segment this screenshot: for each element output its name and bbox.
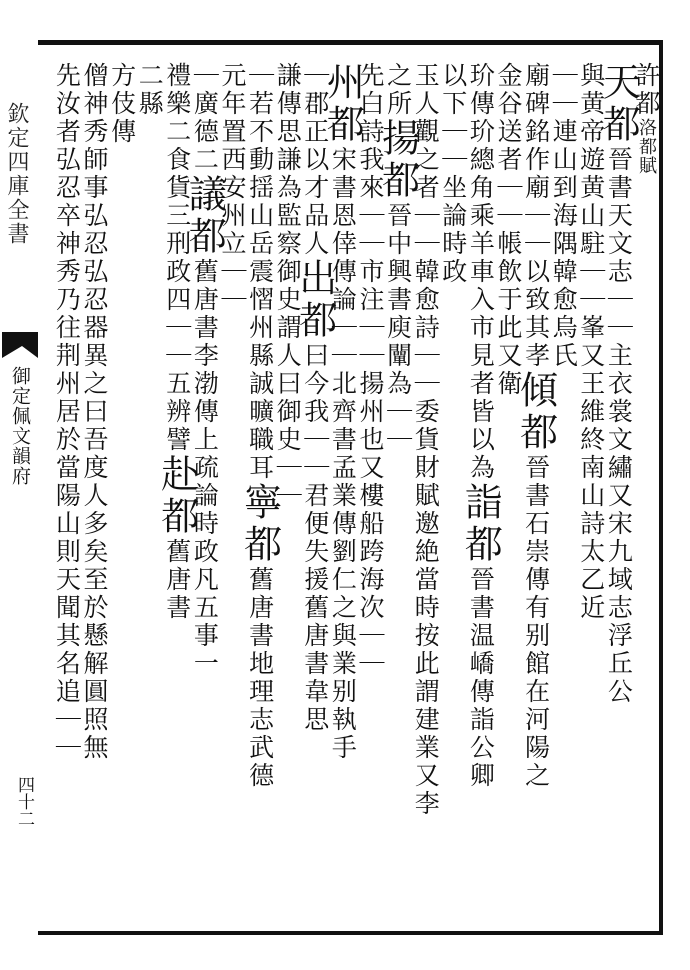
text-segment: 禮樂二食貨三刑政四｜｜五辨譬 (162, 62, 192, 454)
text-segment: 舊唐書地理志武德 (245, 566, 275, 790)
text-segment: 晉中興書庾闡為｜｜ (383, 202, 413, 454)
page-margin (0, 40, 38, 935)
text-segment: 舊唐書李渤傳上疏論時政凡五事一 (190, 258, 220, 678)
text-segment: 洛都賦 (636, 118, 657, 175)
page-number: 四十二 (14, 776, 34, 827)
spine-book-title: 御定佩文韻府 (9, 366, 31, 486)
headword: 傾都 (513, 370, 558, 454)
text-segment: 謙傳思謙為監察御史謂人曰御史｜｜ (273, 62, 303, 510)
text-segment: 白詩我來｜｜市注｜｜揚州也又樓船跨海次｜｜ (356, 90, 385, 678)
text-segment: 曰今我｜｜君便失援舊唐書韋思 (300, 342, 330, 734)
fish-tail-mark (2, 332, 38, 358)
headword: 出都 (292, 258, 337, 342)
text-segment: ｜郡正以才品人 (300, 62, 330, 258)
spine-title: 欽定四庫全書 (4, 102, 29, 246)
text-segment: 與黄帝遊黄山駐｜｜峯又王維終南山詩太乙近 (576, 62, 606, 622)
text-segment: 北齊書孟業傳劉仁之與業别執手 (328, 370, 358, 762)
text-segment: 金谷送者｜｜帳飲于此又衛 (494, 62, 523, 398)
text-segment: 晉書温嶠傳詣公卿 (466, 566, 496, 790)
headword: 詣都 (458, 482, 503, 566)
text-segment: 先 (356, 62, 385, 90)
text-segment: 方伎傳 (107, 62, 137, 146)
text-segment: 以下｜｜坐論時政 (438, 62, 468, 286)
text-segment: 晉書石崇傳有别館在河陽之 (521, 454, 551, 790)
headword: 寧都 (237, 482, 282, 566)
headword: 揚都 (375, 118, 420, 202)
text-segment: 元年置西安州立｜｜ (218, 62, 247, 314)
text-segment: 玉人觀之者｜｜韓愈詩｜｜委貨財 (411, 62, 441, 482)
text-segment: 廟碑銘作廟｜｜以致其孝 (521, 62, 551, 370)
headword: 天都 (596, 62, 641, 146)
text-segment: 僧神秀師事弘忍弘忍器異之曰吾度人多矣至於懸解圓照無 (80, 62, 109, 762)
text-segment: 之所 (383, 62, 413, 118)
text-segment: 舊唐書 (162, 538, 192, 622)
text-segment: ｜｜連山到海隅韓愈烏氏 (549, 62, 579, 370)
text-column (46, 62, 86, 762)
text-segment: 宋書恩倖傳論｜｜ (328, 146, 358, 370)
text-segment: 二縣 (135, 62, 165, 118)
text-segment: 許都 (632, 62, 661, 118)
text-column (154, 62, 199, 622)
text-segment: 晉書天文志｜｜主衣裳文繡又宋九域志浮丘公 (604, 146, 634, 706)
headword: 州都 (320, 62, 365, 146)
text-segment: ｜廣德二 (190, 62, 220, 174)
text-segment: ｜若不動揺山岳震慴州縣誠曠職耳 (245, 62, 275, 482)
headword: 赴都 (154, 454, 199, 538)
text-segment: 先汝者弘忍卒神秀乃往荆州居於當陽山則天聞其名追｜｜ (52, 62, 82, 762)
text-segment: 賦邀絶當時按此謂建業又李 (411, 482, 441, 818)
text-segment: 玠傳玠總角乘羊車入市見者皆以為 (466, 62, 496, 482)
headword: 議都 (182, 174, 227, 258)
